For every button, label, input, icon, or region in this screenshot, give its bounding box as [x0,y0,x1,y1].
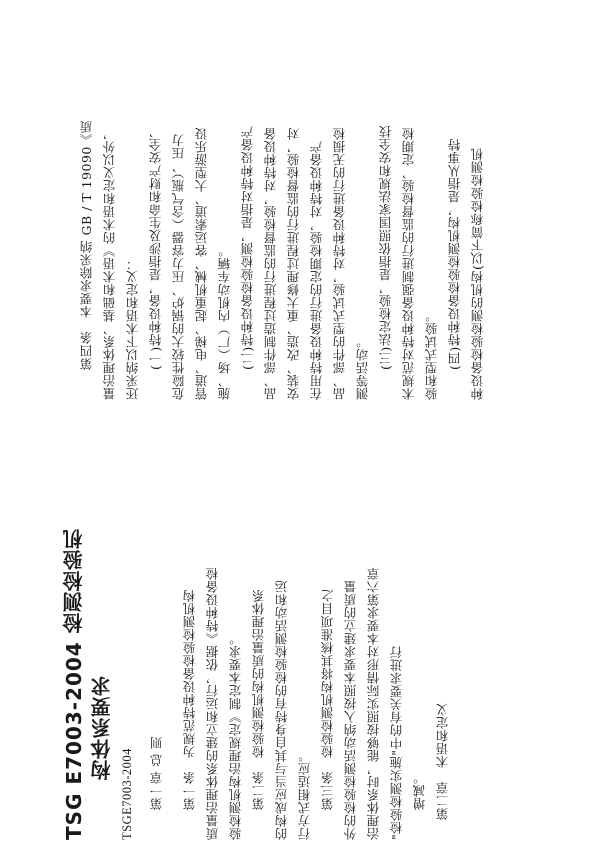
article2-line1: 第二条 检验检测机构的质量治理体系 [251,589,266,810]
definition2-line6: 测等活动。 [355,335,370,400]
article4-line2: 量治理体系、基础和术语》的术语和定义以外， [102,127,117,400]
article2-line3: 行方式相适应。 [297,749,312,840]
left-column [60,470,454,840]
definition2-line2: 品、部件制造过程进行的监督检验，对特种设备 [263,127,278,400]
right-column [75,40,489,400]
definition2-line4: 在用特种设备进行的定期检验，对特种设备产 [309,140,324,400]
document-code: TSGE7003-2004 [120,748,134,840]
article3-line3: 治理体系时，能够按照实际情形对本要求第六章 [366,567,381,840]
article1-line3: 验检测机构治理规定》制定本要求。 [228,632,243,840]
definition3-line3: 验和型式试验。 [424,309,439,400]
definition1-line4: 施、场（厂）内机动车辆。 [217,244,232,400]
definition1-line1: (一)特种设备，是指涉及生命和财产安全、 [148,125,163,370]
chapter2-heading: 第二章 术语和定义 [435,703,450,820]
article2-line2: 的构成应当与其自身特有的检验检测活动和运 [274,580,289,840]
definition4-line2: 种设备检验检测的机构(以下简称检验检测机 [470,147,485,400]
document-title-line2: 构体系要求 [90,675,114,780]
definition3-line2: 术规范对特种设备强制进行的监督检验、定期检 [401,127,416,400]
definition3-line1: (三)法定检验，是指依照国家法规和安全技 [378,125,393,370]
definition2-line3: 安装、改造、重大修理过程进行的监督检验，对 [286,127,301,400]
document-title-line1: TSG E7003-2004 检测检验机 [62,528,86,840]
article1-line1: 第一条 为规范特种设备检验检测机构 [182,589,197,810]
chapter1-heading: 第一章 总 则 [149,736,164,810]
article3-line2: 外的检验检测活动纳入按照本要求建立的质量 [343,580,358,840]
article4-line1: 第四条 本要求除采纳 GB / T 19090《质 [79,120,94,370]
article4-line3: 还采纳以下术语和定义： [125,257,140,400]
definition4-line1: (四)特种设备检验检测机构，是指从事特 [447,138,462,370]
article3-line4: "检验检测实施"中的有关要求进行 [389,645,404,840]
definition1-line3: 管道、电梯、起重机械、客运索道、大型游乐设 [194,127,209,400]
definition2-line5: 品、部件的型式试验，对特种设备进行的无损检 [332,127,347,400]
definition1-line2: 危险性较大的锅炉、压力容器（含气瓶）、压力 [171,133,186,400]
definition2-line1: (二)特种设备检验检测，是指对特种设备产 [240,125,255,370]
article3-line1: 第三条 检验检测机构将其核准项目之 [320,589,335,810]
article3-line5: 增减。 [412,771,427,810]
article1-line2: 质量治理体系的建立和运行，依据《特种设备检 [205,567,220,840]
